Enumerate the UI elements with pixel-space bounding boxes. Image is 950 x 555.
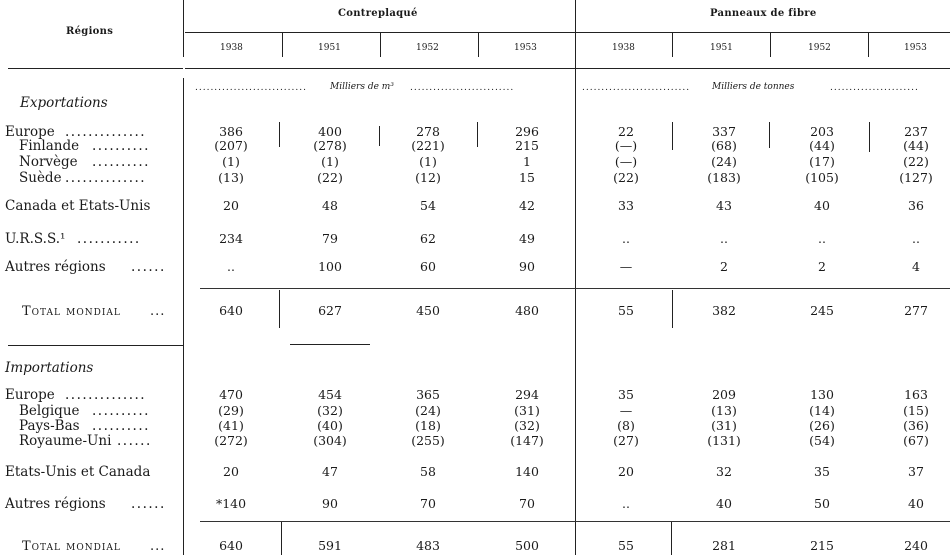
header-bottom-rule-right bbox=[185, 68, 950, 69]
table-cell: 640 bbox=[219, 538, 243, 553]
table-cell: 245 bbox=[810, 303, 834, 318]
table-cell: (40) bbox=[317, 418, 343, 433]
col-divider-total2-5 bbox=[671, 522, 672, 555]
row-leader: .......... bbox=[92, 138, 150, 154]
year-header: 1953 bbox=[514, 43, 537, 53]
table-cell: 470 bbox=[219, 387, 243, 402]
col-divider-group bbox=[575, 0, 576, 555]
col-divider-exp-7 bbox=[869, 122, 870, 152]
table-cell: 400 bbox=[318, 124, 342, 139]
table-cell: (24) bbox=[415, 403, 441, 418]
row-leader: ... bbox=[150, 304, 166, 319]
table-cell: 140 bbox=[515, 464, 539, 479]
table-cell: 42 bbox=[519, 198, 535, 213]
table-cell: (13) bbox=[218, 170, 244, 185]
row-label: Belgique bbox=[19, 403, 80, 419]
table-cell: (22) bbox=[613, 170, 639, 185]
table-cell: 281 bbox=[712, 538, 736, 553]
table-cell: (24) bbox=[711, 154, 737, 169]
table-cell: (32) bbox=[514, 418, 540, 433]
row-label: Canada et Etats-Unis bbox=[5, 198, 151, 214]
exports-section-title: Exportations bbox=[20, 95, 108, 111]
year-header: 1952 bbox=[416, 43, 439, 53]
units-leader-left: ............................. bbox=[195, 83, 307, 93]
table-cell: (31) bbox=[514, 403, 540, 418]
table-cell: 382 bbox=[712, 303, 736, 318]
table-cell: (8) bbox=[617, 418, 635, 433]
col-divider-exp-5 bbox=[672, 122, 673, 150]
year-header: 1938 bbox=[220, 43, 243, 53]
row-leader: .............. bbox=[65, 387, 147, 403]
table-cell: 55 bbox=[618, 538, 634, 553]
regions-header: Régions bbox=[66, 26, 114, 37]
table-cell: 35 bbox=[618, 387, 634, 402]
table-cell: (105) bbox=[805, 170, 839, 185]
table-cell: 277 bbox=[904, 303, 928, 318]
row-label: Europe bbox=[5, 124, 55, 140]
table-cell: 500 bbox=[515, 538, 539, 553]
row-leader: ...... bbox=[117, 433, 152, 449]
table-cell: (255) bbox=[411, 433, 445, 448]
col-divider-regions bbox=[183, 0, 184, 57]
table-cell: 294 bbox=[515, 387, 539, 402]
table-cell: 90 bbox=[322, 496, 338, 511]
row-leader: .............. bbox=[65, 124, 147, 140]
table-cell: 49 bbox=[519, 231, 535, 246]
year-header: 1951 bbox=[318, 43, 341, 53]
table-cell: 215 bbox=[810, 538, 834, 553]
table-cell: 54 bbox=[420, 198, 436, 213]
table-cell: 15 bbox=[519, 170, 535, 185]
table-cell: 209 bbox=[712, 387, 736, 402]
table-cell: 90 bbox=[519, 259, 535, 274]
table-cell: (147) bbox=[510, 433, 544, 448]
table-cell: 79 bbox=[322, 231, 338, 246]
table-cell: (29) bbox=[218, 403, 244, 418]
table-cell: (22) bbox=[317, 170, 343, 185]
table-cell: (17) bbox=[809, 154, 835, 169]
col-divider-1953 bbox=[478, 32, 479, 57]
table-cell: (272) bbox=[214, 433, 248, 448]
table-cell: 130 bbox=[810, 387, 834, 402]
table-cell: 70 bbox=[519, 496, 535, 511]
group-header-fibreboard: Panneaux de fibre bbox=[710, 8, 817, 19]
row-leader: ...... bbox=[131, 259, 166, 275]
total-label: Total mondial bbox=[22, 304, 121, 319]
table-cell: 278 bbox=[416, 124, 440, 139]
table-cell: .. bbox=[720, 231, 728, 246]
table-cell: (1) bbox=[222, 154, 240, 169]
col-divider-total-5 bbox=[672, 290, 673, 328]
header-bottom-rule-left bbox=[8, 68, 183, 69]
table-cell: 36 bbox=[908, 198, 924, 213]
table-cell: 365 bbox=[416, 387, 440, 402]
table-cell: 234 bbox=[219, 231, 243, 246]
row-leader: ... bbox=[150, 539, 166, 554]
table-cell: (14) bbox=[809, 403, 835, 418]
table-cell: 454 bbox=[318, 387, 342, 402]
col-divider-total-1 bbox=[279, 290, 280, 328]
table-cell: 627 bbox=[318, 303, 342, 318]
table-cell: 480 bbox=[515, 303, 539, 318]
table-cell: (15) bbox=[903, 403, 929, 418]
row-label: Autres régions bbox=[5, 496, 106, 512]
table-cell: (1) bbox=[419, 154, 437, 169]
table-cell: 237 bbox=[904, 124, 928, 139]
table-cell: 20 bbox=[223, 198, 239, 213]
row-label: U.R.S.S.¹ bbox=[5, 231, 66, 247]
row-leader: .......... bbox=[92, 154, 150, 170]
table-cell: .. bbox=[622, 496, 630, 511]
row-label: Royaume-Uni bbox=[19, 433, 112, 449]
table-cell: 240 bbox=[904, 538, 928, 553]
table-cell: 50 bbox=[814, 496, 830, 511]
table-cell: — bbox=[619, 259, 633, 274]
table-cell: (—) bbox=[614, 154, 638, 169]
table-cell: 40 bbox=[814, 198, 830, 213]
table-cell: (221) bbox=[411, 138, 445, 153]
table-cell: 60 bbox=[420, 259, 436, 274]
col-divider-1951 bbox=[282, 32, 283, 57]
imports-section-title: Importations bbox=[5, 360, 94, 376]
table-cell: (207) bbox=[214, 138, 248, 153]
table-cell: 40 bbox=[908, 496, 924, 511]
table-cell: 2 bbox=[818, 259, 826, 274]
table-cell: 37 bbox=[908, 464, 924, 479]
table-cell: (18) bbox=[415, 418, 441, 433]
year-header: 1938 bbox=[612, 43, 635, 53]
row-label: Europe bbox=[5, 387, 55, 403]
table-cell: 40 bbox=[716, 496, 732, 511]
table-cell: 337 bbox=[712, 124, 736, 139]
col-divider-exp-6 bbox=[769, 122, 770, 148]
section-rule-exports bbox=[8, 345, 183, 346]
table-cell: (127) bbox=[899, 170, 933, 185]
year-header: 1951 bbox=[710, 43, 733, 53]
row-leader: .......... bbox=[92, 403, 150, 419]
table-cell: (183) bbox=[707, 170, 741, 185]
total-label: Total mondial bbox=[22, 539, 121, 554]
year-header: 1952 bbox=[808, 43, 831, 53]
table-cell: (31) bbox=[711, 418, 737, 433]
table-cell: 100 bbox=[318, 259, 342, 274]
table-cell: 43 bbox=[716, 198, 732, 213]
table-cell: (67) bbox=[903, 433, 929, 448]
subtotal-rule-imports bbox=[200, 521, 950, 522]
table-cell: .. bbox=[227, 259, 235, 274]
section-rule-exports-2 bbox=[290, 344, 370, 345]
table-cell: 22 bbox=[618, 124, 634, 139]
table-cell: (41) bbox=[218, 418, 244, 433]
row-leader: ........... bbox=[77, 231, 141, 247]
col-divider-exp-2 bbox=[379, 126, 380, 146]
units-right: Milliers de tonnes bbox=[712, 82, 795, 92]
table-cell: 35 bbox=[814, 464, 830, 479]
row-label: Pays-Bas bbox=[19, 418, 80, 434]
header-top-rule bbox=[185, 32, 950, 33]
table-cell: 296 bbox=[515, 124, 539, 139]
table-cell: .. bbox=[912, 231, 920, 246]
row-label: Suède bbox=[19, 170, 62, 186]
table-cell: (304) bbox=[313, 433, 347, 448]
row-leader: .......... bbox=[92, 418, 150, 434]
table-cell: (44) bbox=[903, 138, 929, 153]
table-cell: (—) bbox=[614, 138, 638, 153]
table-cell: 4 bbox=[912, 259, 920, 274]
col-divider-exp-1 bbox=[279, 122, 280, 147]
table-cell: 163 bbox=[904, 387, 928, 402]
col-divider-1952 bbox=[380, 32, 381, 57]
units-left: Milliers de m³ bbox=[330, 82, 394, 92]
units-leader-left2: ........................... bbox=[410, 83, 515, 93]
table-cell: 33 bbox=[618, 198, 634, 213]
table-cell: 48 bbox=[322, 198, 338, 213]
table-cell: (13) bbox=[711, 403, 737, 418]
table-cell: (22) bbox=[903, 154, 929, 169]
table-cell: (68) bbox=[711, 138, 737, 153]
table-cell: .. bbox=[818, 231, 826, 246]
table-cell: (32) bbox=[317, 403, 343, 418]
table-cell: (278) bbox=[313, 138, 347, 153]
table-cell: (27) bbox=[613, 433, 639, 448]
table-cell: 20 bbox=[223, 464, 239, 479]
col-divider-exp-3 bbox=[477, 122, 478, 147]
table-cell: (54) bbox=[809, 433, 835, 448]
table-cell: 58 bbox=[420, 464, 436, 479]
table-cell: *140 bbox=[215, 496, 247, 511]
table-cell: (131) bbox=[707, 433, 741, 448]
row-label: Etats-Unis et Canada bbox=[5, 464, 151, 480]
year-header: 1953 bbox=[904, 43, 927, 53]
group-header-plywood: Contreplaqué bbox=[338, 8, 418, 19]
table-cell: 2 bbox=[720, 259, 728, 274]
units-leader-right: ............................ bbox=[582, 83, 691, 93]
table-cell: 450 bbox=[416, 303, 440, 318]
table-cell: 483 bbox=[416, 538, 440, 553]
units-leader-right2: ....................... bbox=[830, 83, 919, 93]
row-label: Autres régions bbox=[5, 259, 106, 275]
col-divider-total2-1 bbox=[281, 522, 282, 555]
table-cell: 591 bbox=[318, 538, 342, 553]
table-cell: 1 bbox=[523, 154, 531, 169]
table-cell: (12) bbox=[415, 170, 441, 185]
table-cell: (26) bbox=[809, 418, 835, 433]
row-leader: .............. bbox=[65, 170, 147, 186]
col-divider-r1952 bbox=[770, 32, 771, 57]
table-cell: 55 bbox=[618, 303, 634, 318]
table-cell: 47 bbox=[322, 464, 338, 479]
table-cell: — bbox=[619, 403, 633, 418]
row-label: Finlande bbox=[19, 138, 80, 154]
table-cell: (1) bbox=[321, 154, 339, 169]
col-divider-regions-lower bbox=[183, 78, 184, 555]
table-cell: 70 bbox=[420, 496, 436, 511]
col-divider-r1953 bbox=[868, 32, 869, 57]
table-cell: 32 bbox=[716, 464, 732, 479]
table-cell: 640 bbox=[219, 303, 243, 318]
col-divider-r1951 bbox=[672, 32, 673, 57]
table-cell: 215 bbox=[515, 138, 539, 153]
subtotal-rule-exports bbox=[200, 288, 950, 289]
table-cell: 203 bbox=[810, 124, 834, 139]
table-cell: (44) bbox=[809, 138, 835, 153]
row-leader: ...... bbox=[131, 496, 166, 512]
table-cell: 62 bbox=[420, 231, 436, 246]
table-cell: .. bbox=[622, 231, 630, 246]
row-label: Norvège bbox=[19, 154, 78, 170]
table-cell: 386 bbox=[219, 124, 243, 139]
table-cell: 20 bbox=[618, 464, 634, 479]
table-cell: (36) bbox=[903, 418, 929, 433]
